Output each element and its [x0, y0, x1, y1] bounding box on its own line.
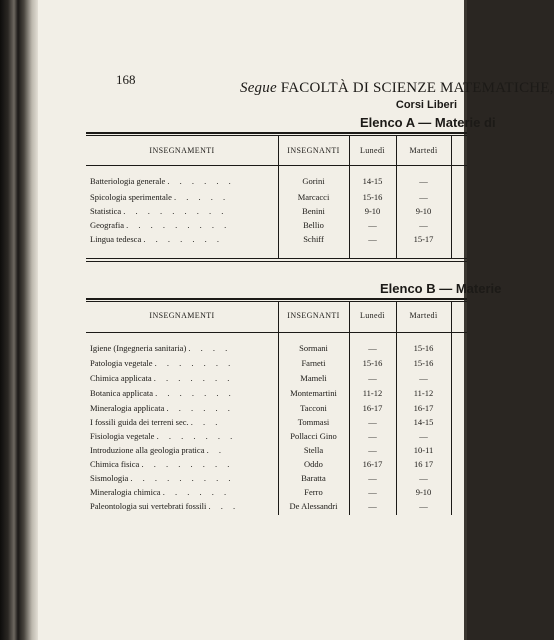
table-row: Igiene (Ingegneria sanitaria) . . . . Sormani — 15-16 [90, 343, 434, 353]
table-row: Paleontologia sui vertebrati fossili . . . De Alessandri — — [90, 501, 428, 511]
col-insegnanti: INSEGNANTI [287, 311, 340, 320]
table-row: Mineralogia applicata . . . . . . Tacconi 16-17 16-17 [90, 403, 434, 413]
elenco-b-title: Elenco B — Materie [380, 281, 502, 296]
table-row: Patologia vegetale . . . . . . . Farneti 15-16 15-16 [90, 358, 434, 368]
book-binding-edge [0, 0, 40, 640]
col-insegnamenti: INSEGNAMENTI [149, 146, 215, 155]
table-row: Mineralogia chimica . . . . . . Ferro — 9-10 [90, 487, 432, 497]
heading-segue: Segue [240, 80, 277, 96]
table-row: I fossili guida dei terreni sec. . . . Tommasi — 14-15 [90, 417, 434, 427]
table-row: Botanica applicata . . . . . . . Montemartini 11-12 11-12 [90, 388, 434, 398]
col-martedi: Martedì [409, 311, 438, 320]
document-page [38, 0, 554, 640]
table-row: Geografia . . . . . . . . . Bellio — — [90, 220, 428, 230]
table-row: Lingua tedesca . . . . . . . Schiff — 15-17 [90, 234, 434, 244]
table-row: Fisiologia vegetale . . . . . . . Pollacci Gino — — [90, 431, 428, 441]
col-insegnanti: INSEGNANTI [287, 146, 340, 155]
table-row: Statistica . . . . . . . . . Benini 9-10 9-10 [90, 206, 432, 216]
table-row: Chimica applicata . . . . . . . Mameli — — [90, 373, 428, 383]
col-insegnamenti: INSEGNAMENTI [149, 311, 215, 320]
col-martedi: Martedì [409, 146, 438, 155]
elenco-a-title: Elenco A — Materie di [360, 115, 496, 130]
table-row: Sismologia . . . . . . . . . Baratta — — [90, 473, 428, 483]
table-row: Introduzione alla geologia pratica . . Stella — 10-11 [90, 445, 434, 455]
subheading: Corsi Liberi [395, 99, 457, 111]
page-number: 168 [116, 72, 136, 87]
col-lunedi: Lunedì [359, 146, 386, 155]
col-lunedi: Lunedì [359, 311, 386, 320]
table-row: Spicologia sperimentale . . . . . Marcacci 15-16 — [90, 192, 428, 202]
table-row: Batteriologia generale . . . . . . Gorini 14-15 — [90, 176, 428, 186]
table-row: Chimica fisica . . . . . . . . Oddo 16-17 16 17 [90, 459, 434, 469]
page-heading [240, 80, 554, 97]
heading-title: FACOLTÀ DI SCIENZE MATEMATICHE, [280, 80, 554, 96]
